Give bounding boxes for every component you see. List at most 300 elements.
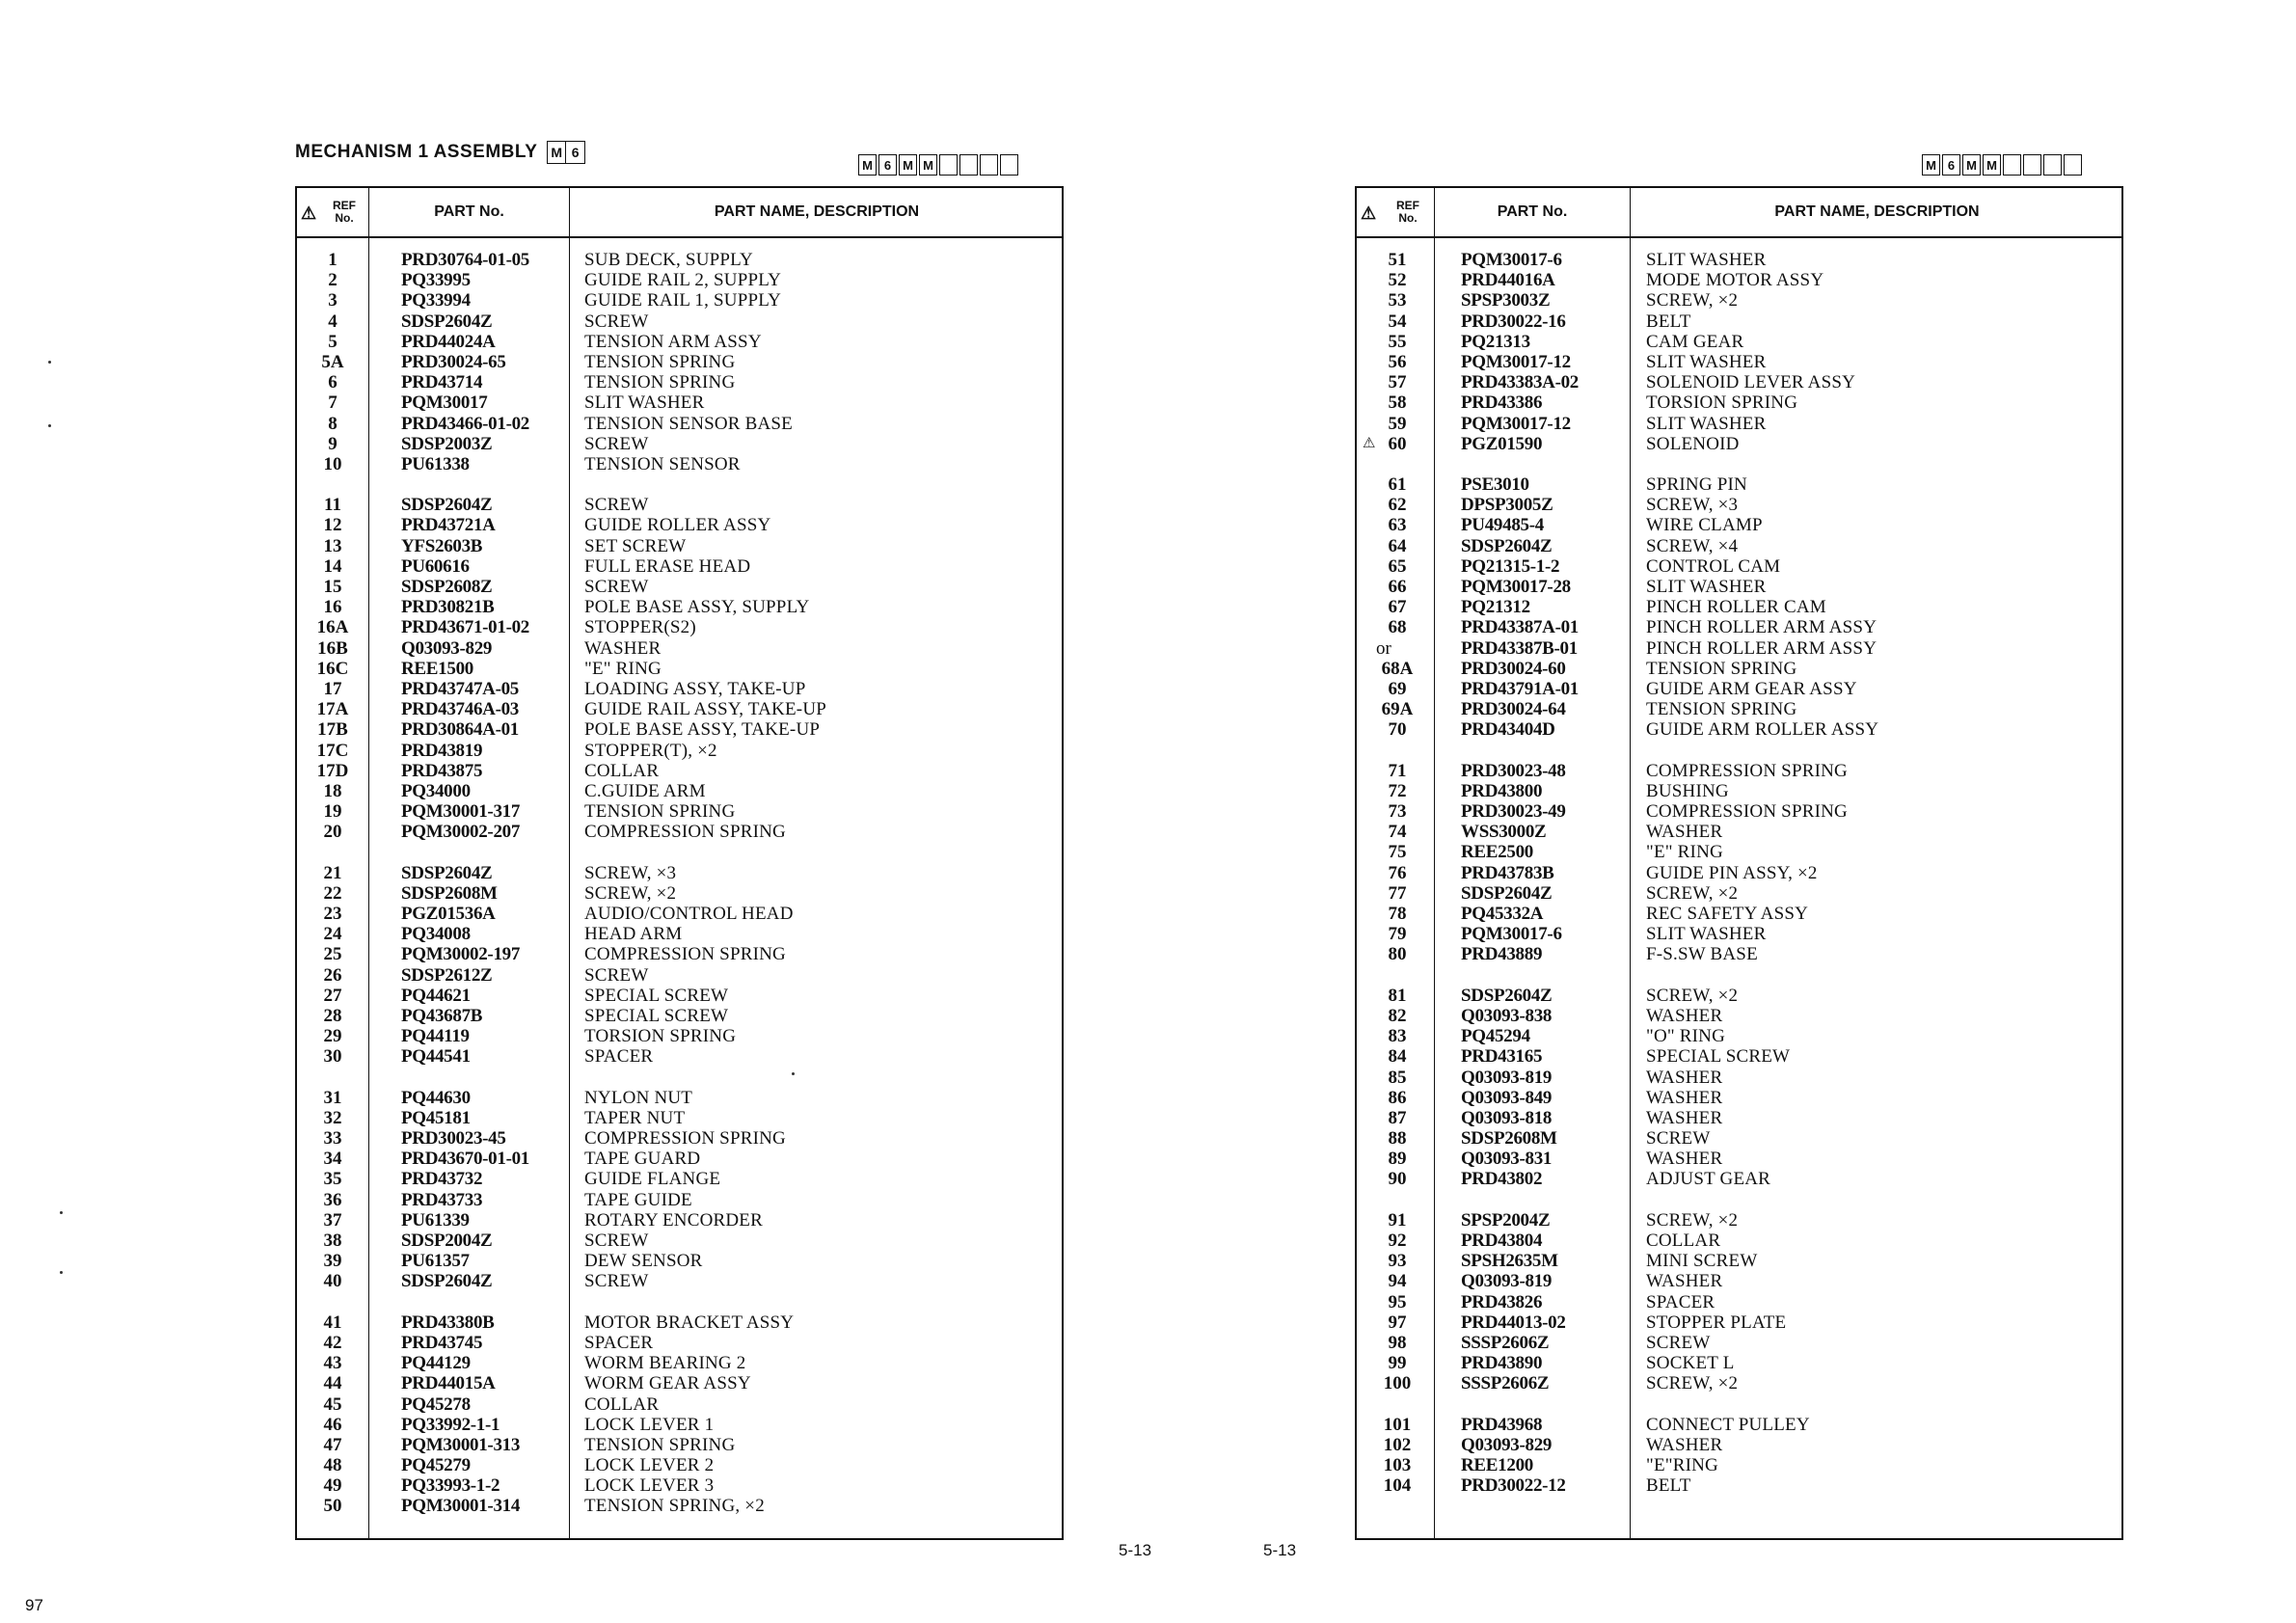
part-number: PQM30017-28 <box>1461 577 1571 597</box>
table-row <box>297 986 1062 1006</box>
part-name: WASHER <box>1646 1067 1723 1088</box>
ref-number: 76 <box>1388 862 1407 883</box>
table-row <box>1357 781 2121 801</box>
table-row <box>297 352 1062 372</box>
table-row <box>297 1190 1062 1210</box>
parts-rows-left <box>297 250 1062 1517</box>
ref-number: 102 <box>1383 1434 1412 1455</box>
part-number: PQ21313 <box>1461 331 1530 352</box>
table-row <box>297 883 1062 904</box>
ref-number: 12 <box>323 515 342 536</box>
ref-number: 73 <box>1388 801 1407 823</box>
part-number: Q03093-818 <box>1461 1107 1553 1128</box>
part-name: BUSHING <box>1646 780 1729 801</box>
model-applicability-boxes-right: M 6 M M <box>1922 154 2084 176</box>
part-number: PRD43466-01-02 <box>401 413 530 434</box>
part-name: TORSION SPRING <box>584 1026 737 1047</box>
part-number: SDSP2612Z <box>401 964 493 986</box>
part-number: Q03093-831 <box>1461 1149 1553 1170</box>
table-row <box>1357 719 2121 740</box>
part-name: C.GUIDE ARM <box>584 780 706 801</box>
part-no-header: PART No. <box>434 203 504 220</box>
part-number: SDSP2604Z <box>1461 535 1553 556</box>
part-number: PQ44630 <box>401 1087 471 1108</box>
part-number: PRD44013-02 <box>1461 1312 1566 1333</box>
table-row <box>297 679 1062 699</box>
part-number: SDSP2604Z <box>1461 985 1553 1006</box>
part-name: COMPRESSION SPRING <box>584 1128 786 1150</box>
table-row <box>297 332 1062 352</box>
part-name: SCREW <box>1646 1332 1711 1353</box>
part-number: SPSP3003Z <box>1461 290 1551 311</box>
part-name: SCREW <box>584 495 649 516</box>
table-row <box>1357 495 2121 515</box>
part-name: TENSION SPRING <box>1646 658 1797 679</box>
ref-number: 5A <box>321 351 344 372</box>
part-name: SCREW, ×3 <box>584 862 677 883</box>
part-name: SLIT WASHER <box>584 392 705 414</box>
table-row <box>1357 556 2121 577</box>
table-row <box>297 617 1062 637</box>
table-row <box>1357 822 2121 842</box>
table-row <box>297 577 1062 597</box>
part-number: PRD43383A-02 <box>1461 372 1579 393</box>
table-row <box>297 801 1062 822</box>
table-row <box>297 250 1062 270</box>
part-number: SDSP2003Z <box>401 433 493 454</box>
ref-number: 56 <box>1388 351 1407 372</box>
table-row <box>1357 1026 2121 1046</box>
part-number: PRD43671-01-02 <box>401 617 530 638</box>
part-name: SPECIAL SCREW <box>584 985 729 1006</box>
ref-number: 61 <box>1388 474 1407 496</box>
part-name: TENSION ARM ASSY <box>584 331 762 352</box>
table-row <box>1357 1435 2121 1455</box>
ref-number: 26 <box>323 964 342 986</box>
ref-number: 65 <box>1388 555 1407 577</box>
table-row <box>297 311 1062 332</box>
ref-no-header: REF No. <box>333 199 356 225</box>
table-row <box>1357 659 2121 679</box>
part-number: PRD30023-45 <box>401 1128 506 1150</box>
part-name: "E" RING <box>1646 842 1723 863</box>
table-row <box>1357 986 2121 1006</box>
part-name: TENSION SPRING <box>584 372 736 393</box>
part-name: SCREW <box>584 577 649 597</box>
table-row <box>1357 944 2121 964</box>
ref-number: 19 <box>323 801 342 823</box>
part-name-header: PART NAME, DESCRIPTION <box>714 203 920 220</box>
part-number: SDSP2608M <box>1461 1128 1557 1150</box>
table-row <box>1357 1312 2121 1333</box>
ref-number: 100 <box>1383 1373 1412 1394</box>
table-row <box>1357 1006 2121 1026</box>
part-number: PQ45181 <box>401 1107 471 1128</box>
part-name: SCREW, ×2 <box>1646 1373 1739 1394</box>
part-name: CONTROL CAM <box>1646 555 1781 577</box>
ref-number: 10 <box>323 453 342 474</box>
ref-number: 25 <box>323 944 342 965</box>
ref-number: 93 <box>1388 1251 1407 1272</box>
part-number: PQM30001-314 <box>401 1496 521 1517</box>
part-number: PQM30001-317 <box>401 801 521 823</box>
part-number: PQ44129 <box>401 1353 471 1374</box>
ref-number: 84 <box>1388 1046 1407 1068</box>
ref-number: 7 <box>328 392 338 414</box>
ref-number: 88 <box>1388 1128 1407 1150</box>
part-number: PRD43783B <box>1461 862 1554 883</box>
table-row <box>1357 1169 2121 1189</box>
ref-number: 69 <box>1388 678 1407 699</box>
table-row <box>297 822 1062 842</box>
part-number: PQ21312 <box>1461 597 1530 618</box>
ref-number: 91 <box>1388 1209 1407 1231</box>
part-name: COMPRESSION SPRING <box>584 944 786 965</box>
ref-number: 92 <box>1388 1231 1407 1251</box>
table-row <box>297 1006 1062 1026</box>
part-number: PU61357 <box>401 1251 470 1272</box>
part-number: PRD43968 <box>1461 1414 1543 1435</box>
ref-number: 64 <box>1388 535 1407 556</box>
ref-number: 74 <box>1388 822 1407 843</box>
table-row <box>1357 332 2121 352</box>
ref-number: 21 <box>323 862 342 883</box>
part-number: PQ33992-1-1 <box>401 1414 500 1435</box>
part-number: PRD30023-49 <box>1461 801 1566 823</box>
part-name: CAM GEAR <box>1646 331 1744 352</box>
ref-number: 94 <box>1388 1271 1407 1292</box>
ref-number: 22 <box>323 882 342 904</box>
table-row <box>297 1108 1062 1128</box>
part-number: PRD43819 <box>401 740 483 761</box>
table-header <box>297 188 1062 238</box>
table-row <box>1357 1475 2121 1496</box>
part-number: PRD30022-12 <box>1461 1475 1566 1497</box>
part-name: SLIT WASHER <box>1646 577 1767 597</box>
part-number: PRD43791A-01 <box>1461 678 1579 699</box>
part-number: SDSP2604Z <box>401 495 493 516</box>
part-number: PRD43404D <box>1461 719 1555 741</box>
part-name: "E" RING <box>584 658 662 679</box>
part-number: SDSP2608Z <box>401 577 493 597</box>
ref-number: 95 <box>1388 1291 1407 1312</box>
table-row <box>1357 414 2121 434</box>
ref-number: 103 <box>1383 1455 1412 1476</box>
part-name-header: PART NAME, DESCRIPTION <box>1774 203 1980 220</box>
table-row <box>297 1353 1062 1373</box>
part-name: SCREW, ×4 <box>1646 535 1739 556</box>
ref-number: 48 <box>323 1455 342 1476</box>
table-row <box>297 1496 1062 1516</box>
ref-number: or <box>1376 637 1391 659</box>
table-row <box>297 944 1062 964</box>
table-row <box>297 597 1062 617</box>
part-no-header: PART No. <box>1497 203 1568 220</box>
part-name: SOLENOID LEVER ASSY <box>1646 372 1856 393</box>
table-row <box>1357 617 2121 637</box>
table-row <box>1357 290 2121 311</box>
table-row <box>1357 311 2121 332</box>
part-number: REE1200 <box>1461 1455 1533 1476</box>
part-name: SCREW, ×2 <box>1646 985 1739 1006</box>
section-page-label-right: 5-13 <box>1263 1541 1297 1559</box>
ref-number: 58 <box>1388 392 1407 414</box>
part-number: PQM30001-313 <box>401 1434 521 1455</box>
ref-number: 63 <box>1388 515 1407 536</box>
part-name: MODE MOTOR ASSY <box>1646 270 1824 291</box>
part-number: PRD43732 <box>401 1169 483 1190</box>
part-number: PRD43670-01-01 <box>401 1149 530 1170</box>
ref-number: 17A <box>316 699 349 720</box>
part-number: PRD43386 <box>1461 392 1543 414</box>
table-row <box>297 372 1062 392</box>
table-row <box>297 515 1062 535</box>
part-name: TENSION SENSOR BASE <box>584 413 793 434</box>
page-number: 97 <box>25 1596 43 1614</box>
part-number: YFS2603B <box>401 535 483 556</box>
table-row <box>1357 1292 2121 1312</box>
part-name: WASHER <box>1646 1087 1723 1108</box>
part-name: ROTARY ENCORDER <box>584 1209 763 1231</box>
part-number: PRD43747A-05 <box>401 678 519 699</box>
part-name: AUDIO/CONTROL HEAD <box>584 904 794 924</box>
part-number: PRD44024A <box>401 331 496 352</box>
part-name: SCREW <box>1646 1128 1711 1150</box>
ref-number: 39 <box>323 1251 342 1272</box>
ref-number: 17 <box>323 678 342 699</box>
table-row <box>1357 883 2121 904</box>
part-name: PINCH ROLLER ARM ASSY <box>1646 617 1877 638</box>
part-number: PRD30864A-01 <box>401 719 519 741</box>
table-row <box>297 1373 1062 1393</box>
ref-number: 69A <box>1381 699 1414 720</box>
part-name: WASHER <box>1646 822 1723 843</box>
part-name: TENSION SPRING <box>584 351 736 372</box>
part-name: TAPE GUARD <box>584 1149 701 1170</box>
part-number: PQM30002-207 <box>401 822 521 843</box>
ref-number: 11 <box>324 495 341 516</box>
part-name: WASHER <box>1646 1107 1723 1128</box>
warning-triangle-icon: ⚠ <box>1363 435 1376 451</box>
part-number: PRD30821B <box>401 597 495 618</box>
table-row <box>1357 1108 2121 1128</box>
part-number: PQ44119 <box>401 1026 470 1047</box>
table-row <box>297 1435 1062 1455</box>
part-name: FULL ERASE HEAD <box>584 555 751 577</box>
part-name: SCREW <box>584 311 649 332</box>
ref-number: 98 <box>1388 1332 1407 1353</box>
ref-number: 85 <box>1388 1067 1407 1088</box>
part-number: PQM30017-12 <box>1461 351 1571 372</box>
part-number: SDSP2604Z <box>1461 882 1553 904</box>
part-name: COLLAR <box>1646 1231 1721 1251</box>
table-row <box>1357 679 2121 699</box>
ref-number: 68 <box>1388 617 1407 638</box>
ref-number: 33 <box>323 1128 342 1150</box>
ref-number: 3 <box>328 290 338 311</box>
ref-number: 4 <box>328 311 338 332</box>
ref-number: 87 <box>1388 1107 1407 1128</box>
ref-number: 45 <box>323 1393 342 1415</box>
ref-number: 70 <box>1388 719 1407 741</box>
table-row <box>297 495 1062 515</box>
part-name: F-S.SW BASE <box>1646 944 1758 965</box>
part-number: PRD30764-01-05 <box>401 250 530 270</box>
table-row <box>1357 250 2121 270</box>
ref-number: 46 <box>323 1414 342 1435</box>
ref-number: 79 <box>1388 924 1407 945</box>
part-number: PRD43165 <box>1461 1046 1543 1068</box>
ref-number: 24 <box>323 924 342 945</box>
ref-number: 97 <box>1388 1312 1407 1333</box>
section-page-label-left: 5-13 <box>1119 1541 1152 1559</box>
table-row <box>1357 352 2121 372</box>
table-row <box>297 638 1062 659</box>
ref-number: 6 <box>328 372 338 393</box>
part-name: "E"RING <box>1646 1455 1718 1476</box>
warning-triangle-icon: ⚠ <box>301 203 317 223</box>
ref-number: 18 <box>323 780 342 801</box>
table-row <box>1357 434 2121 454</box>
ref-number: 34 <box>323 1149 342 1170</box>
part-name: GUIDE ARM GEAR ASSY <box>1646 678 1857 699</box>
part-number: PRD43804 <box>1461 1231 1543 1251</box>
part-name: BELT <box>1646 311 1691 332</box>
part-name: SLIT WASHER <box>1646 250 1767 270</box>
part-name: "O" RING <box>1646 1026 1726 1047</box>
part-number: PRD30024-65 <box>401 351 506 372</box>
part-number: PQ34008 <box>401 924 471 945</box>
table-row <box>297 1312 1062 1333</box>
table-row <box>297 434 1062 454</box>
ref-number: 15 <box>323 577 342 597</box>
part-name: TENSION SPRING <box>1646 699 1797 720</box>
part-number: SSSP2606Z <box>1461 1373 1550 1394</box>
part-number: PRD43721A <box>401 515 496 536</box>
part-name: SOLENOID <box>1646 433 1740 454</box>
part-number: PQM30017 <box>401 392 488 414</box>
table-row <box>1357 761 2121 781</box>
ref-number: 28 <box>323 1005 342 1026</box>
part-name: WASHER <box>1646 1271 1723 1292</box>
part-name: SCREW <box>584 1271 649 1292</box>
ref-no-header: REF No. <box>1396 199 1419 225</box>
part-number: PQ34000 <box>401 780 471 801</box>
ref-number: 16C <box>316 658 349 679</box>
table-row <box>297 904 1062 924</box>
table-row <box>1357 1333 2121 1353</box>
part-number: PU60616 <box>401 555 470 577</box>
ref-number: 49 <box>323 1475 342 1497</box>
table-row <box>1357 1231 2121 1251</box>
table-row <box>297 1251 1062 1271</box>
part-number: WSS3000Z <box>1461 822 1547 843</box>
table-row <box>297 1475 1062 1496</box>
ref-number: 86 <box>1388 1087 1407 1108</box>
part-name: COMPRESSION SPRING <box>1646 801 1848 823</box>
ref-number: 13 <box>323 535 342 556</box>
table-row <box>1357 597 2121 617</box>
table-row <box>1357 577 2121 597</box>
ref-number: 66 <box>1388 577 1407 597</box>
table-row <box>297 270 1062 290</box>
part-number: DPSP3005Z <box>1461 495 1553 516</box>
warning-triangle-icon: ⚠ <box>1361 203 1377 223</box>
table-row <box>297 556 1062 577</box>
part-name: SCREW <box>584 433 649 454</box>
part-name: SOCKET L <box>1646 1353 1735 1374</box>
part-name: COMPRESSION SPRING <box>1646 760 1848 781</box>
ref-number: 43 <box>323 1353 342 1374</box>
table-row <box>297 1231 1062 1251</box>
part-name: TENSION SENSOR <box>584 453 741 474</box>
part-number: PQM30017-6 <box>1461 924 1562 945</box>
table-row <box>1357 392 2121 413</box>
part-number: PRD44016A <box>1461 270 1555 291</box>
part-number: PRD43733 <box>401 1189 483 1210</box>
part-number: SDSP2004Z <box>401 1231 493 1251</box>
ref-number: 78 <box>1388 904 1407 924</box>
table-row <box>1357 1373 2121 1393</box>
ref-number: 14 <box>323 555 342 577</box>
table-row <box>1357 699 2121 719</box>
ref-number: 27 <box>323 985 342 1006</box>
part-name: POLE BASE ASSY, TAKE-UP <box>584 719 821 741</box>
ref-number: 29 <box>323 1026 342 1047</box>
table-row <box>1357 638 2121 659</box>
ref-number: 99 <box>1388 1353 1407 1374</box>
part-name: LOCK LEVER 1 <box>584 1414 715 1435</box>
part-name: TENSION SPRING, ×2 <box>584 1496 765 1517</box>
ref-number: 17C <box>316 740 349 761</box>
part-number: PU49485-4 <box>1461 515 1544 536</box>
part-number: Q03093-829 <box>401 637 493 659</box>
part-name: STOPPER(T), ×2 <box>584 740 717 761</box>
table-row <box>1357 1415 2121 1435</box>
part-name: GUIDE RAIL ASSY, TAKE-UP <box>584 699 827 720</box>
ref-number: 82 <box>1388 1005 1407 1026</box>
part-number: SPSP2004Z <box>1461 1209 1551 1231</box>
part-number: Q03093-829 <box>1461 1434 1553 1455</box>
part-name: SUB DECK, SUPPLY <box>584 250 753 270</box>
ref-number: 90 <box>1388 1169 1407 1190</box>
ref-number: 77 <box>1388 882 1407 904</box>
part-number: Q03093-838 <box>1461 1005 1553 1026</box>
part-number: REE2500 <box>1461 842 1533 863</box>
ref-number: 20 <box>323 822 342 843</box>
part-name: SCREW, ×2 <box>1646 882 1739 904</box>
ref-number: 16A <box>316 617 349 638</box>
part-name: SPECIAL SCREW <box>1646 1046 1791 1068</box>
table-row <box>297 1415 1062 1435</box>
part-name: PINCH ROLLER ARM ASSY <box>1646 637 1877 659</box>
table-row <box>1357 474 2121 495</box>
part-name: WASHER <box>1646 1005 1723 1026</box>
part-name: SET SCREW <box>584 535 687 556</box>
ref-number: 16B <box>317 637 348 659</box>
part-name: HEAD ARM <box>584 924 683 945</box>
table-row <box>1357 1068 2121 1088</box>
ref-number: 71 <box>1388 760 1407 781</box>
table-row <box>297 965 1062 986</box>
ref-number: 36 <box>323 1189 342 1210</box>
part-name: GUIDE PIN ASSY, ×2 <box>1646 862 1818 883</box>
part-number: PQM30017-12 <box>1461 413 1571 434</box>
part-name: SPECIAL SCREW <box>584 1005 729 1026</box>
part-name: SPACER <box>584 1332 654 1353</box>
part-number: PRD30024-64 <box>1461 699 1566 720</box>
ref-number: 62 <box>1388 495 1407 516</box>
